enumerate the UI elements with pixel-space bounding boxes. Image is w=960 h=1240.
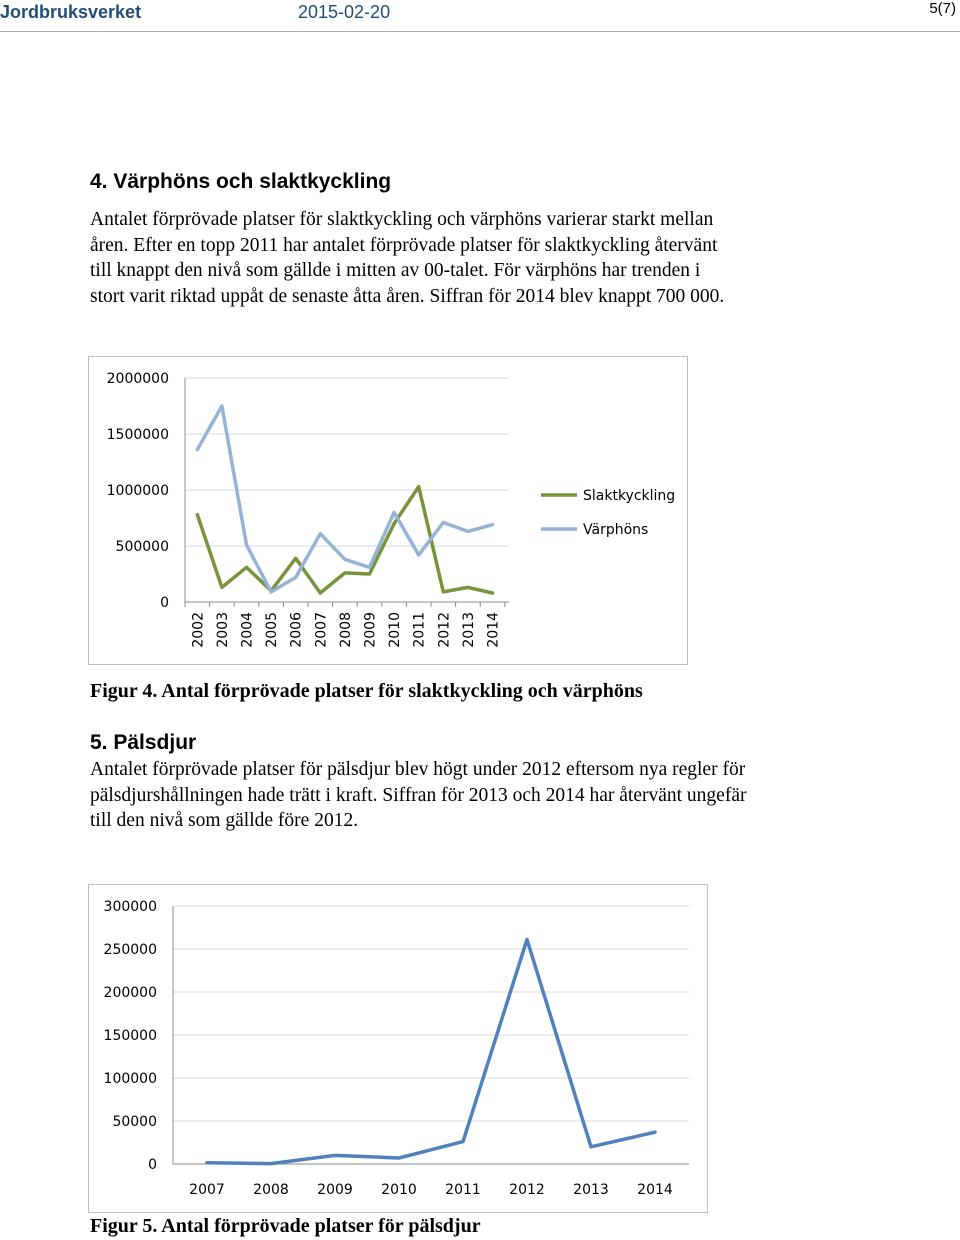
y-tick-label: 150000 — [103, 1028, 157, 1044]
figure-5-chart — [88, 884, 708, 1213]
x-tick-label: 2007 — [313, 612, 330, 648]
header-date: 2015-02-20 — [298, 2, 391, 22]
x-tick-label: 2013 — [573, 1182, 609, 1198]
x-tick-label: 2014 — [637, 1182, 673, 1198]
y-tick-label: 300000 — [103, 899, 157, 915]
legend-label: Slaktkyckling — [583, 488, 676, 504]
y-tick-label: 200000 — [103, 985, 157, 1001]
y-tick-label: 2000000 — [106, 371, 169, 387]
x-tick-label: 2009 — [362, 612, 379, 648]
paragraph-line: till knappt den nivå som gällde i mitten av 00-talet. För värphöns har trenden i — [90, 260, 701, 281]
x-tick-label: 2012 — [509, 1182, 545, 1198]
paragraph-line: åren. Efter en topp 2011 har antalet förprövade platser för slaktkyckling återvänt — [90, 234, 718, 256]
figure-5-caption: Figur 5. Antal förprövade platser för pälsdjur — [90, 1215, 481, 1237]
x-tick-label: 2007 — [189, 1182, 225, 1198]
x-tick-label: 2002 — [190, 612, 207, 648]
figure-4-chart — [88, 356, 688, 665]
y-tick-label: 0 — [160, 595, 169, 611]
x-tick-label: 2013 — [460, 612, 477, 648]
y-tick-label: 1000000 — [106, 483, 169, 499]
x-tick-label: 2012 — [436, 612, 453, 648]
y-tick-label: 500000 — [115, 539, 169, 555]
paragraph-line: stort varit riktad uppåt de senaste åtta åren. Siffran för 2014 blev knappt 700 000. — [90, 285, 725, 307]
y-tick-label: 100000 — [103, 1071, 157, 1087]
header-page-number: 5(7) — [929, 0, 956, 17]
x-tick-label: 2011 — [445, 1182, 481, 1198]
paragraph-line: Antalet förprövade platser för pälsdjur blev högt under 2012 eftersom nya regler för — [90, 759, 746, 780]
x-tick-label: 2009 — [317, 1182, 353, 1198]
x-tick-label: 2004 — [239, 612, 256, 648]
paragraph-line: till den nivå som gällde före 2012. — [90, 810, 359, 831]
x-tick-label: 2005 — [264, 612, 281, 648]
x-tick-label: 2008 — [253, 1182, 289, 1198]
figure-4-caption: Figur 4. Antal förprövade platser för slaktkyckling och värphöns — [90, 680, 643, 702]
section-4-heading: 4. Värphöns och slaktkyckling — [90, 170, 392, 193]
x-tick-label: 2010 — [381, 1182, 417, 1198]
section-4-paragraph — [90, 207, 724, 309]
y-tick-label: 0 — [148, 1157, 157, 1173]
figure-5-svg — [89, 885, 707, 1212]
x-tick-label: 2011 — [411, 612, 428, 648]
x-tick-label: 2008 — [337, 612, 354, 648]
header-organization: Jordbruksverket — [0, 2, 142, 22]
x-tick-label: 2014 — [485, 612, 502, 648]
paragraph-line: pälsdjurshållningen hade trätt i kraft. Siffran för 2013 och 2014 har återvänt ungefär — [90, 784, 747, 806]
figure-4-svg — [89, 357, 687, 664]
series-line — [197, 487, 492, 593]
x-tick-label: 2003 — [214, 612, 231, 648]
section-5-paragraph — [90, 757, 746, 834]
header-divider — [0, 31, 960, 32]
legend-label: Värphöns — [583, 522, 649, 538]
x-tick-label: 2006 — [288, 612, 305, 648]
y-tick-label: 250000 — [103, 942, 157, 958]
paragraph-line: Antalet förprövade platser för slaktkyckling och värphöns varierar starkt mellan — [90, 209, 714, 230]
y-tick-label: 1500000 — [106, 427, 169, 443]
section-5-heading: 5. Pälsdjur — [90, 731, 197, 754]
series-line — [207, 940, 655, 1164]
x-tick-label: 2010 — [387, 612, 404, 648]
y-tick-label: 50000 — [112, 1114, 157, 1130]
